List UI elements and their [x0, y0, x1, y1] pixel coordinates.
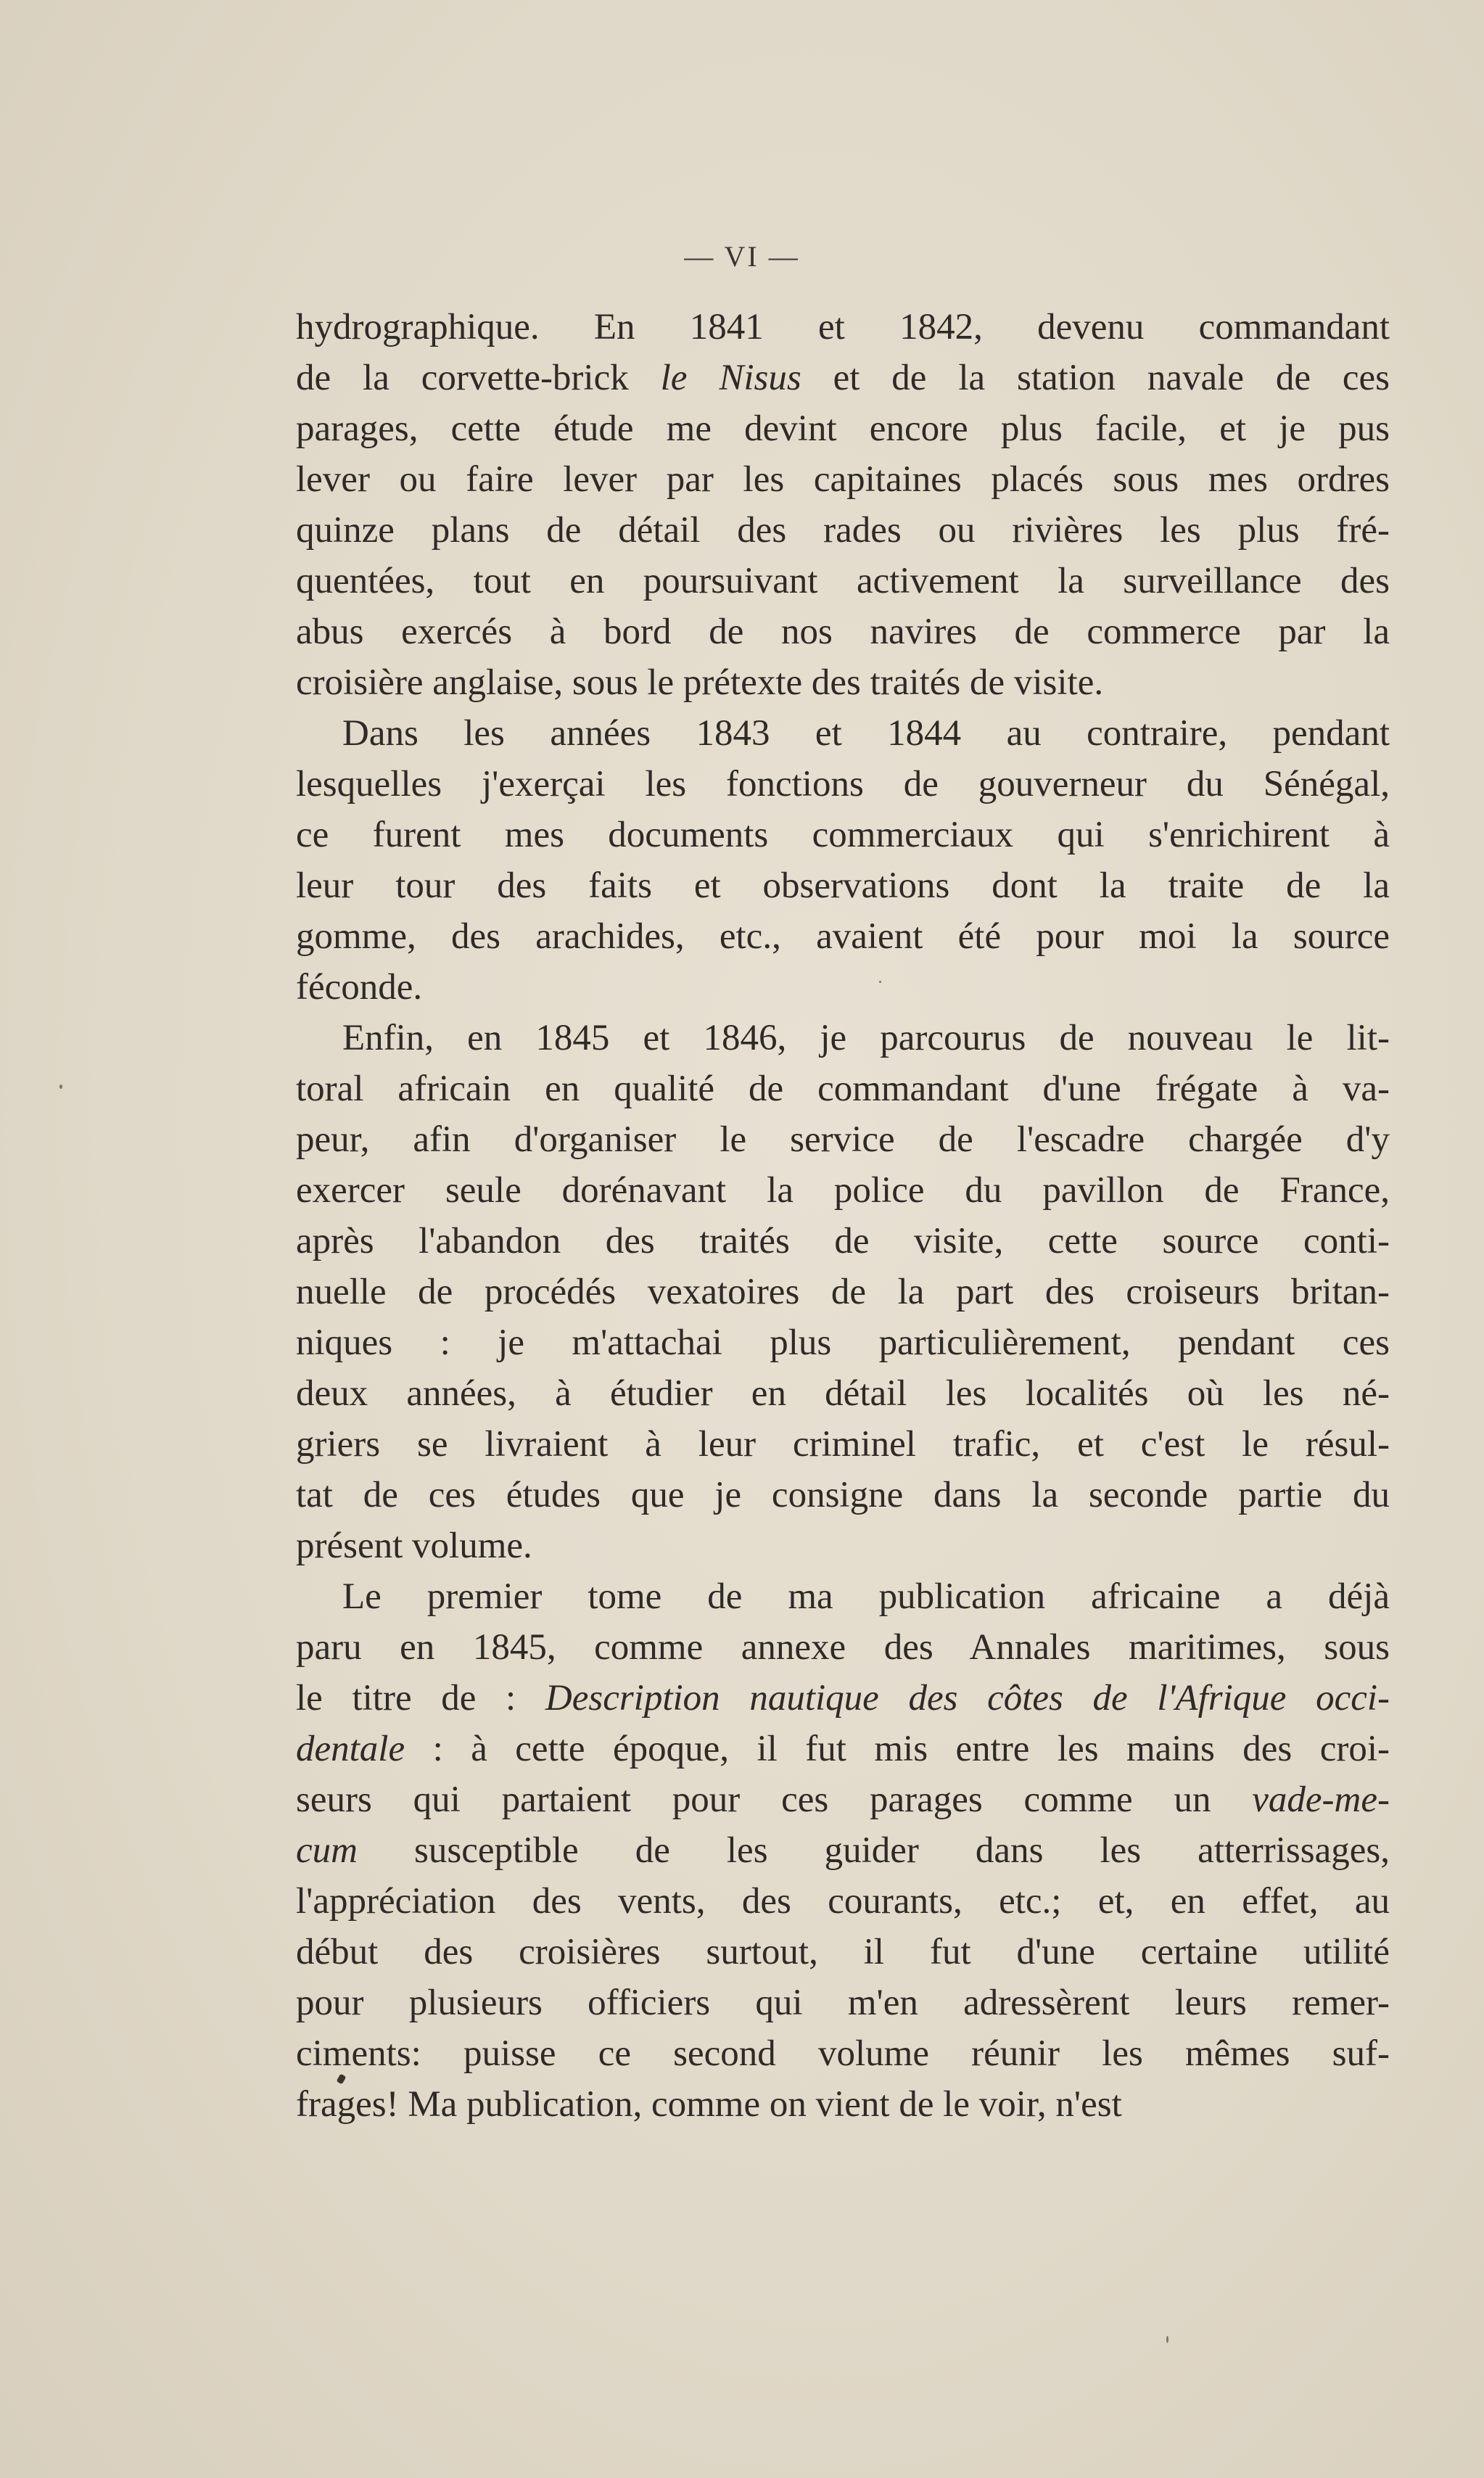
- text-line: féconde.: [296, 967, 423, 1008]
- text-line: griers se livraient à leur criminel trafic, et c'est le résul-: [296, 1424, 1390, 1465]
- text-line: abus exercés à bord de nos navires de commerce par la: [296, 612, 1390, 652]
- text-run: de la corvette-brick: [296, 358, 661, 398]
- italic-run: le Nisus: [660, 358, 801, 398]
- text-line: niques : je m'attachai plus particulièrement, pendant ces: [296, 1322, 1390, 1363]
- text-line: [296, 1774, 1390, 1825]
- text-line: l'appréciation des vents, des courants, etc.; et, en effet, au: [296, 1881, 1390, 1922]
- text-run: le titre de :: [296, 1678, 545, 1718]
- text-line: [296, 1724, 1390, 1774]
- text-line: croisière anglaise, sous le prétexte des traités de visite.: [296, 662, 1104, 703]
- text-line: pour plusieurs officiers qui m'en adressèrent leurs remer-: [296, 1983, 1390, 2023]
- paragraph: [296, 1571, 1390, 2130]
- text-line: toral africain en qualité de commandant d'une frégate à va-: [296, 1069, 1390, 1109]
- text-line: tat de ces études que je consigne dans la seconde partie du: [296, 1475, 1390, 1515]
- text-line: exercer seule dorénavant la police du pavillon de France,: [296, 1170, 1390, 1211]
- text-line: gomme, des arachides, etc., avaient été pour moi la source: [296, 916, 1390, 957]
- body-text: [296, 302, 1390, 2130]
- text-line: paru en 1845, comme annexe des Annales maritimes, sous: [296, 1627, 1390, 1668]
- text-line: ce furent mes documents commerciaux qui s'enrichirent à: [296, 815, 1390, 855]
- text-line: deux années, à étudier en détail les localités où les né-: [296, 1373, 1390, 1414]
- text-run: et de la station navale de ces: [801, 358, 1390, 398]
- paragraph: [296, 302, 1390, 708]
- text-line: lever ou faire lever par les capitaines placés sous mes ordres: [296, 459, 1390, 500]
- text-line: [296, 1825, 1390, 1876]
- text-line: début des croisières surtout, il fut d'une certaine utilité: [296, 1932, 1390, 1972]
- text-line: quentées, tout en poursuivant activement la surveillance des: [296, 561, 1390, 601]
- paragraph: [296, 1013, 1390, 1571]
- italic-run: Description nautique des côtes de l'Afrique occi-: [545, 1678, 1390, 1718]
- running-head: — VI —: [684, 240, 800, 273]
- text-line: parages, cette étude me devint encore plus facile, et je pus: [296, 408, 1390, 449]
- text-line: Dans les années 1843 et 1844 au contraire, pendant: [342, 713, 1390, 754]
- text-run: : à cette époque, il fut mis entre les mains des croi-: [405, 1729, 1390, 1769]
- text-line: lesquelles j'exerçai les fonctions de gouverneur du Sénégal,: [296, 764, 1390, 804]
- italic-run: vade-me-: [1252, 1779, 1390, 1820]
- text-line: nuelle de procédés vexatoires de la part des croiseurs britan-: [296, 1272, 1390, 1312]
- text-line: peur, afin d'organiser le service de l'escadre chargée d'y: [296, 1119, 1390, 1160]
- italic-run: cum: [296, 1830, 358, 1871]
- text-line: frages! Ma publication, comme on vient de le voir, n'est: [296, 2084, 1122, 2125]
- text-line: présent volume.: [296, 1526, 532, 1566]
- text-line: ciments: puisse ce second volume réunir les mêmes suf-: [296, 2033, 1390, 2074]
- text-run: susceptible de les guider dans les atterrissages,: [357, 1830, 1390, 1871]
- text-line: après l'abandon des traités de visite, cette source conti-: [296, 1221, 1390, 1261]
- text-line: [296, 1673, 1390, 1724]
- text-line: Le premier tome de ma publication africaine a déjà: [342, 1576, 1390, 1617]
- text-line: hydrographique. En 1841 et 1842, devenu commandant: [296, 307, 1390, 347]
- italic-run: dentale: [296, 1729, 405, 1769]
- text-line: leur tour des faits et observations dont la traite de la: [296, 865, 1390, 906]
- text-line: Enfin, en 1845 et 1846, je parcourus de nouveau le lit-: [342, 1018, 1390, 1058]
- text-run: seurs qui partaient pour ces parages comme un: [296, 1779, 1253, 1820]
- text-line: quinze plans de détail des rades ou rivières les plus fré-: [296, 510, 1390, 551]
- text-line: [296, 353, 1390, 403]
- paragraph: [296, 708, 1390, 1013]
